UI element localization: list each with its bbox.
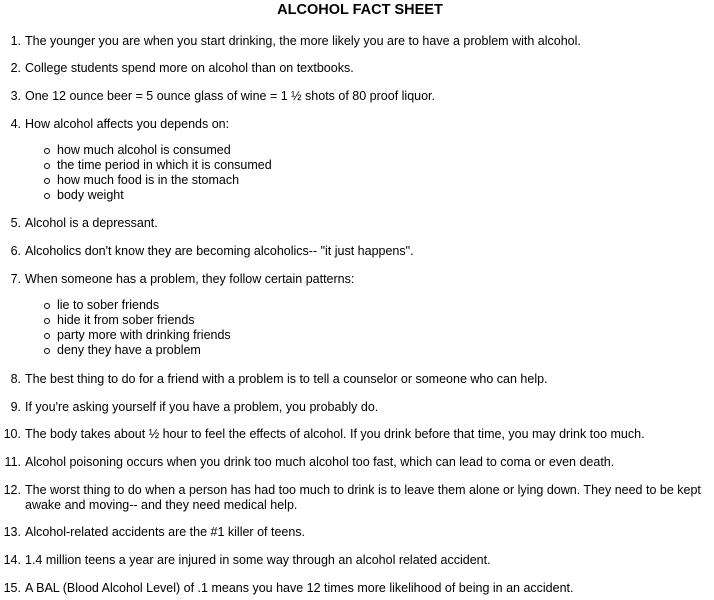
sublist-item (44, 328, 231, 343)
fact-text: When someone has a problem, they follow certain patterns: (25, 272, 355, 286)
fact-text: 1.4 million teens a year are injured in some way through an alcohol related accident. (25, 553, 491, 567)
sublist-item-text: hide it from sober friends (57, 313, 195, 327)
sublist-item (44, 343, 231, 358)
fact-number: 11. (4, 455, 21, 469)
sublist-item-text: the time period in which it is consumed (57, 158, 272, 172)
circle-bullet-icon (44, 163, 50, 169)
circle-bullet-icon (44, 333, 50, 339)
circle-bullet-icon (44, 193, 50, 199)
fact-text: Alcoholics don't know they are becoming alcoholics-- "it just happens". (25, 244, 414, 258)
sublist-item-text: how much alcohol is consumed (57, 143, 231, 157)
fact-number: 7. (10, 272, 21, 286)
sublist-item (44, 313, 231, 328)
fact-number: 15. (3, 581, 21, 595)
circle-bullet-icon (44, 303, 50, 309)
fact-text: College students spend more on alcohol than on textbooks. (25, 61, 354, 75)
fact-number: 10. (3, 427, 21, 441)
fact-number: 9. (10, 400, 21, 414)
fact-text: The body takes about ½ hour to feel the effects of alcohol. If you drink before that time, you may drink too much. (25, 427, 645, 441)
fact-number: 5. (10, 216, 21, 230)
fact-number: 1. (10, 34, 21, 48)
sublist-item-text: deny they have a problem (57, 343, 201, 357)
fact-number: 12. (3, 483, 21, 497)
sublist-item (44, 143, 272, 158)
fact-number: 8. (10, 372, 21, 386)
sublist-item (44, 173, 272, 188)
circle-bullet-icon (44, 178, 50, 184)
page-title: ALCOHOL FACT SHEET (277, 2, 443, 18)
fact-text: Alcohol-related accidents are the #1 killer of teens. (25, 525, 306, 539)
fact-number: 13. (3, 525, 21, 539)
circle-bullet-icon (44, 348, 50, 354)
patterns-sublist (44, 298, 231, 358)
sublist-item (44, 158, 272, 173)
fact-number: 3. (10, 89, 21, 103)
fact-text: Alcohol is a depressant. (25, 216, 158, 230)
sublist-item-text: how much food is in the stomach (57, 173, 240, 187)
fact-text: The worst thing to do when a person has had too much to drink is to leave them alone or lying down. They need to be kept awake and moving-- and they need medical help. (25, 483, 701, 512)
sublist-item (44, 298, 231, 313)
fact-number: 2. (10, 61, 21, 75)
fact-number: 4. (10, 117, 21, 131)
fact-text: If you're asking yourself if you have a problem, you probably do. (25, 400, 379, 414)
sublist-item-text: lie to sober friends (57, 298, 160, 312)
fact-text: Alcohol poisoning occurs when you drink too much alcohol too fast, which can lead to coma or even death. (25, 455, 615, 469)
fact-text: The best thing to do for a friend with a problem is to tell a counselor or someone who can help. (25, 372, 548, 386)
fact-number: 6. (10, 244, 21, 258)
fact-text: One 12 ounce beer = 5 ounce glass of wine = 1 ½ shots of 80 proof liquor. (25, 89, 435, 103)
fact-text: The younger you are when you start drinking, the more likely you are to have a problem with alcohol. (25, 34, 581, 48)
circle-bullet-icon (44, 148, 50, 154)
sublist-item-text: body weight (57, 188, 124, 202)
fact-text: How alcohol affects you depends on: (25, 117, 230, 131)
fact-text: A BAL (Blood Alcohol Level) of .1 means you have 12 times more likelihood of being in an accident. (25, 581, 574, 595)
sublist-item-text: party more with drinking friends (57, 328, 231, 342)
fact-number: 14. (3, 553, 21, 567)
affects-sublist (44, 143, 272, 203)
circle-bullet-icon (44, 318, 50, 324)
sublist-item (44, 188, 272, 203)
